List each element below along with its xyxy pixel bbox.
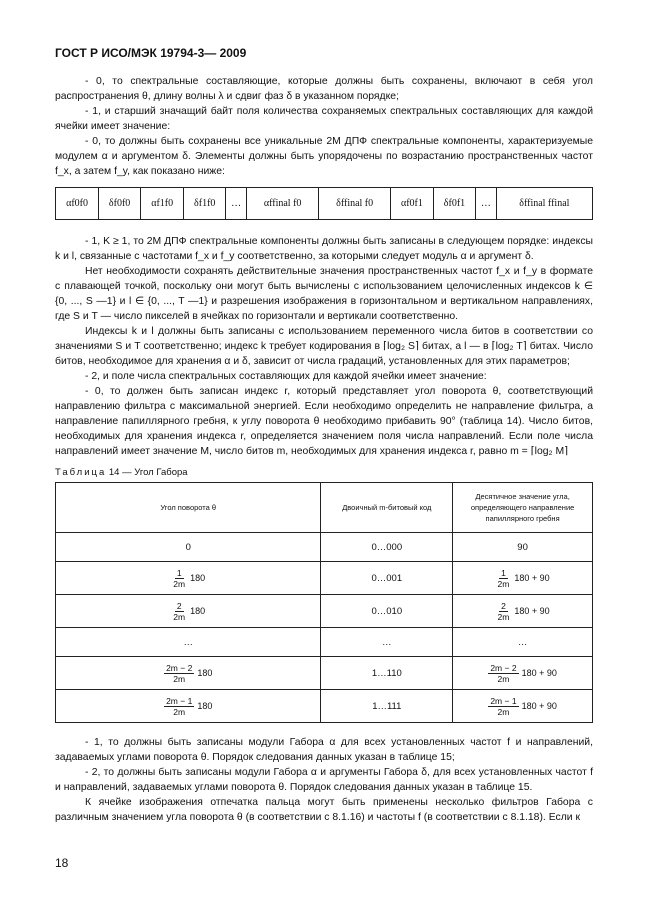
paragraph: Индексы k и l должны быть записаны с использованием переменного числа битов в соответствии со значениями S и T соответственно; индекс k требует кодирования в ⌈log₂ S⌉ битах, а l — в ⌈log₂ T⌉ битах. Число битов, необходимое для хранения α и δ, зависит от числа градаций, установленных для этих параметров; xyxy=(55,326,593,367)
table-row xyxy=(56,562,593,595)
paragraph: - 0, то должен быть записан индекс r, который представляет угол поворота θ, соответствующий направлению фильтра с максимальной энергией. Если необходимо определить не направление фильтра, а направление папиллярного гребня, к углу поворота θ необходимо прибавить 90° (таблица 14). Число битов, необходимых для хранения индекса r, определяется значением поля числа направлений. Если поле числа направлений имеет значение M, число битов m, необходимых для хранения индекса r, равно m = ⌈log₂ M⌉ xyxy=(55,386,593,457)
table-row xyxy=(56,595,593,628)
order-cell: αf0f0 xyxy=(56,188,99,220)
component-order-table xyxy=(55,187,593,220)
code-cell: 0…010 xyxy=(321,595,453,628)
fraction: $\frac{1}{2m}$ xyxy=(173,567,186,589)
column-header: Десятичное значение угла, определяющего направление папиллярного гребня xyxy=(453,483,593,533)
order-cell: δffinal f0 xyxy=(319,188,391,220)
angle-cell: … xyxy=(56,628,321,657)
page-header: ГОСТ Р ИСО/МЭК 19794-3— 2009 xyxy=(55,46,247,60)
gabor-angle-table xyxy=(55,482,593,723)
bottom-paragraphs xyxy=(55,735,593,825)
order-cell: δf1f0 xyxy=(184,188,226,220)
angle-cell: 0 xyxy=(56,533,321,562)
table-caption xyxy=(55,467,188,478)
fraction: $\frac{1}{2m}$ xyxy=(497,567,510,589)
column-header: Угол поворота θ xyxy=(56,483,321,533)
angle-cell: $\frac{2m - 1}{2m}$ 180 xyxy=(56,690,321,723)
order-cell: αf1f0 xyxy=(141,188,184,220)
order-cell: αffinal f0 xyxy=(246,188,318,220)
fraction: $\frac{2m - 1}{2m}$ xyxy=(490,695,517,717)
order-cell: … xyxy=(226,188,247,220)
paragraph: К ячейке изображения отпечатка пальца могут быть применены несколько фильтров Габора с различным значением угла поворота θ (в соответствии с 8.1.16) и частоты f (в соответствии с 8.1.18). Если к xyxy=(55,797,593,823)
paragraph: - 1, и старший значащий байт поля количества сохраняемых спектральных составляющих для каждой ячейки имеет значение: xyxy=(55,106,593,132)
paragraph: - 2, то должны быть записаны модули Габора α и аргументы Габора δ, для всех установленных частот f и направлений, задаваемых углами поворота θ. Порядок следования данных указан в таблице 15. xyxy=(55,767,593,793)
page-number: 18 xyxy=(55,856,69,870)
order-cell: δf0f0 xyxy=(99,188,141,220)
middle-paragraphs xyxy=(55,234,593,459)
angle-cell: $\frac{2}{2m}$ 180 xyxy=(56,595,321,628)
code-cell: … xyxy=(321,628,453,657)
code-cell: 1…110 xyxy=(321,657,453,690)
paragraph: - 0, то спектральные составляющие, которые должны быть сохранены, включают в себя угол распространения θ, длину волны λ и сдвиг фаз δ в указанном порядке; xyxy=(55,76,593,102)
table-row xyxy=(56,690,593,723)
table-row xyxy=(56,628,593,657)
code-cell: 0…000 xyxy=(321,533,453,562)
caption-text: 14 — Угол Габора xyxy=(108,467,188,478)
paragraph: - 0, то должны быть сохранены все уникальные 2М ДПФ спектральные компоненты, характеризуемые модулем α и аргументом δ. Элементы должны быть упорядочены по возрастанию пространственных частот f_x, а затем f_y, как показано ниже: xyxy=(55,136,593,177)
fraction: $\frac{2m - 1}{2m}$ xyxy=(166,695,193,717)
table-row xyxy=(56,533,593,562)
paragraph: - 1, то должны быть записаны модули Габора α для всех установленных частот f и направлений, задаваемых углами поворота θ. Порядок следования данных указан в таблице 15; xyxy=(55,737,593,763)
fraction: $\frac{2m - 2}{2m}$ xyxy=(166,662,193,684)
angle-cell: $\frac{2m - 2}{2m}$ 180 xyxy=(56,657,321,690)
code-cell: 0…001 xyxy=(321,562,453,595)
fraction: $\frac{2}{2m}$ xyxy=(497,600,510,622)
decimal-cell: $\frac{2m - 2}{2m}$ 180 + 90 xyxy=(453,657,593,690)
decimal-cell: … xyxy=(453,628,593,657)
decimal-cell: 90 xyxy=(453,533,593,562)
code-cell: 1…111 xyxy=(321,690,453,723)
decimal-cell: $\frac{2m - 1}{2m}$ 180 + 90 xyxy=(453,690,593,723)
order-cell: δf0f1 xyxy=(433,188,475,220)
caption-prefix: Таблица xyxy=(55,467,107,478)
intro-paragraphs xyxy=(55,74,593,179)
order-cell: … xyxy=(476,188,497,220)
paragraph: - 2, и поле числа спектральных составляющих для каждой ячейки имеет значение: xyxy=(85,371,487,382)
column-header: Двоичный m-битовый код xyxy=(321,483,453,533)
decimal-cell: $\frac{1}{2m}$ 180 + 90 xyxy=(453,562,593,595)
order-cell: δffinal ffinal xyxy=(496,188,592,220)
order-cell: αf0f1 xyxy=(390,188,433,220)
fraction: $\frac{2}{2m}$ xyxy=(173,600,186,622)
table-row xyxy=(56,657,593,690)
fraction: $\frac{2m - 2}{2m}$ xyxy=(490,662,517,684)
decimal-cell: $\frac{2}{2m}$ 180 + 90 xyxy=(453,595,593,628)
paragraph: - 1, K ≥ 1, то 2М ДПФ спектральные компоненты должны быть записаны в следующем порядке: индексы k и l, связанные с частотами f_x и f_y соответственно, за которыми следует модуль α и аргумент δ. xyxy=(55,236,593,262)
paragraph: Нет необходимости сохранять действительные значения пространственных частот f_x и f_y в формате с плавающей точкой, поскольку они могут быть вычислены с использованием целочисленных индексов k ∈ {0, ..., S —1} и l ∈ {0, ..., T —1} и разрешения изображения в горизонтальном и вертикальном направлениях, где S и T — число пикселей в ячейках по горизонтали и вертикали соответственно. xyxy=(55,266,593,322)
angle-cell: $\frac{1}{2m}$ 180 xyxy=(56,562,321,595)
